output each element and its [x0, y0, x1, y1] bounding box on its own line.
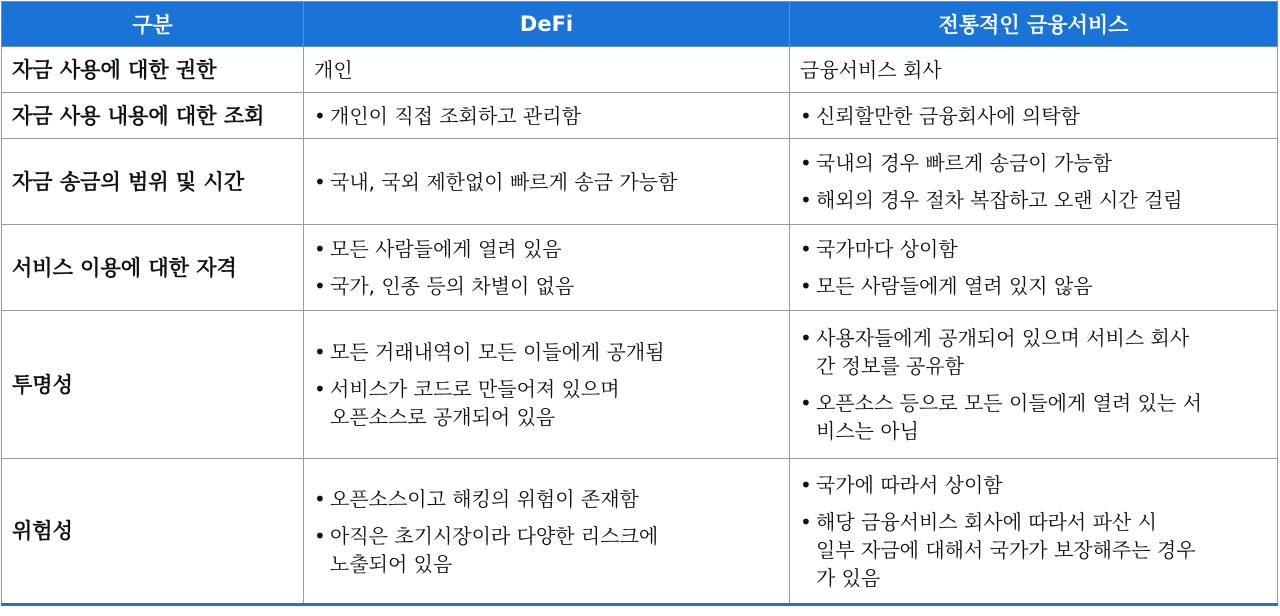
- bullet-icon: •: [800, 237, 812, 261]
- bullet-icon: •: [314, 523, 326, 548]
- cell-item-text: 신뢰할만한 금융회사에 의탁함: [816, 103, 1080, 128]
- cell-item: [800, 324, 1267, 380]
- cell-item: [800, 186, 1267, 214]
- row-label: 서비스 이용에 대한 자격: [2, 225, 304, 311]
- cell-item-text: 금융서비스 회사: [800, 57, 942, 82]
- table-cell-defi: [304, 47, 790, 93]
- cell-item-text: 모든 거래내역이 모든 이들에게 공개됨: [330, 340, 665, 364]
- table-row: [2, 47, 1278, 93]
- cell-item-text: 개인: [314, 57, 353, 82]
- cell-item: [800, 56, 1267, 84]
- bullet-icon: •: [314, 486, 326, 511]
- cell-item-text: 개인이 직접 조회하고 관리함: [330, 103, 581, 128]
- bullet-icon: •: [314, 377, 326, 401]
- bullet-icon: •: [800, 391, 812, 415]
- table-cell-trad: [790, 47, 1278, 93]
- cell-item: [800, 471, 1267, 499]
- cell-item: [314, 485, 779, 513]
- table-cell-trad: [790, 459, 1278, 605]
- cell-item: [800, 508, 1267, 592]
- bullet-icon: •: [800, 472, 812, 497]
- cell-item: [314, 235, 779, 263]
- bullet-icon: •: [800, 274, 812, 298]
- row-label: 자금 사용 내용에 대한 조회: [2, 93, 304, 139]
- bullet-icon: •: [800, 103, 812, 128]
- cell-item-text: 국내의 경우 빠르게 송금이 가능함: [816, 151, 1112, 175]
- cell-item-text: 국가에 따라서 상이함: [816, 472, 1003, 497]
- cell-item-text: 오픈소스 등으로 모든 이들에게 열려 있는 서 비스는 아님: [816, 391, 1202, 443]
- table-row: [2, 225, 1278, 311]
- cell-item-text: 사용자들에게 공개되어 있으며 서비스 회사 간 정보를 공유함: [816, 326, 1190, 378]
- cell-item: [800, 102, 1267, 130]
- table-header-row: [2, 2, 1278, 47]
- table-cell-trad: [790, 93, 1278, 139]
- bullet-icon: •: [314, 169, 326, 194]
- cell-item-text: 해당 금융서비스 회사에 따라서 파산 시 일부 자금에 대해서 국가가 보장해주는 경우 가 있음: [816, 509, 1196, 590]
- table-cell-defi: [304, 311, 790, 459]
- table-cell-trad: [790, 139, 1278, 225]
- bullet-icon: •: [314, 103, 326, 128]
- bullet-icon: •: [314, 340, 326, 364]
- row-label: 자금 송금의 범위 및 시간: [2, 139, 304, 225]
- table-row: [2, 93, 1278, 139]
- table-cell-trad: [790, 311, 1278, 459]
- table-cell-defi: [304, 225, 790, 311]
- bullet-icon: •: [314, 237, 326, 261]
- cell-item: [800, 389, 1267, 445]
- table-cell-trad: [790, 225, 1278, 311]
- cell-item-text: 아직은 초기시장이라 다양한 리스크에 노출되어 있음: [330, 523, 659, 576]
- bullet-icon: •: [314, 274, 326, 298]
- cell-item-text: 국내, 국외 제한없이 빠르게 송금 가능함: [330, 169, 678, 194]
- cell-item: [314, 102, 779, 130]
- cell-item: [800, 235, 1267, 263]
- column-header-category: 구분: [2, 2, 304, 47]
- cell-item: [314, 375, 779, 431]
- cell-item-text: 서비스가 코드로 만들어져 있으며 오픈소스로 공개되어 있음: [330, 377, 620, 429]
- cell-item-text: 오픈소스이고 해킹의 위험이 존재함: [330, 486, 639, 511]
- cell-item-text: 국가마다 상이함: [816, 237, 958, 261]
- cell-item-text: 모든 사람들에게 열려 있음: [330, 237, 562, 261]
- table-row: [2, 139, 1278, 225]
- bullet-icon: •: [800, 188, 812, 212]
- cell-item: [314, 522, 779, 578]
- cell-item: [314, 168, 779, 196]
- row-label: 자금 사용에 대한 권한: [2, 47, 304, 93]
- table-cell-defi: [304, 139, 790, 225]
- comparison-table: [1, 1, 1278, 606]
- table-row: [2, 459, 1278, 605]
- column-header-traditional: 전통적인 금융서비스: [790, 2, 1278, 47]
- cell-item: [800, 149, 1267, 177]
- table-cell-defi: [304, 93, 790, 139]
- bullet-icon: •: [800, 326, 812, 350]
- table-cell-defi: [304, 459, 790, 605]
- cell-item: [800, 272, 1267, 300]
- cell-item: [314, 272, 779, 300]
- cell-item: [314, 338, 779, 366]
- bullet-icon: •: [800, 509, 812, 534]
- cell-item: [314, 56, 779, 84]
- table-row: [2, 311, 1278, 459]
- bullet-icon: •: [800, 151, 812, 175]
- row-label: 위험성: [2, 459, 304, 605]
- cell-item-text: 모든 사람들에게 열려 있지 않음: [816, 274, 1093, 298]
- column-header-defi: DeFi: [304, 2, 790, 47]
- cell-item-text: 해외의 경우 절차 복잡하고 오랜 시간 걸림: [816, 188, 1183, 212]
- cell-item-text: 국가, 인종 등의 차별이 없음: [330, 274, 575, 298]
- row-label: 투명성: [2, 311, 304, 459]
